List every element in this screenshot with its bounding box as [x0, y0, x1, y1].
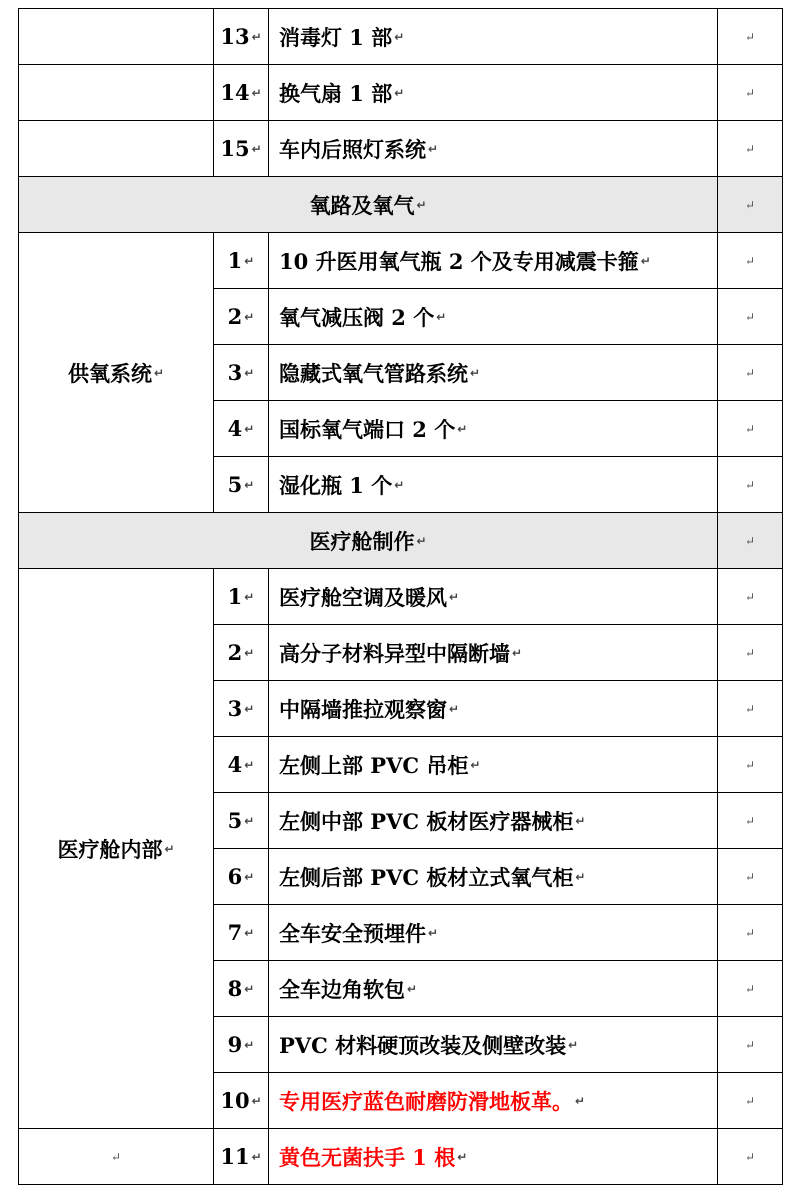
- pilcrow-mark: ↵: [470, 757, 481, 772]
- row-desc-cell: [269, 849, 718, 905]
- row-note: ↵: [744, 253, 756, 268]
- pilcrow-mark: ↵: [394, 29, 405, 44]
- row-note-cell: [718, 401, 783, 457]
- section-note-cell: [718, 513, 783, 569]
- pilcrow-mark: ↵: [416, 197, 427, 212]
- pilcrow-mark: ↵: [416, 533, 427, 548]
- row-number-cell: [214, 569, 269, 625]
- row-note-cell: [718, 65, 783, 121]
- row-number: 5 ↵: [227, 472, 255, 497]
- category-cell-cabin: [19, 569, 214, 1129]
- pilcrow-mark: ↵: [251, 85, 262, 100]
- pilcrow-mark: ↵: [244, 813, 255, 828]
- row-number: 8 ↵: [227, 976, 255, 1001]
- row-number-cell: [214, 1073, 269, 1129]
- row-description: 车内后照灯系统 ↵: [279, 136, 439, 162]
- table-row: [19, 9, 783, 65]
- row-note-cell: [718, 233, 783, 289]
- row-description: 黄色无菌扶手 1 根 ↵: [279, 1144, 468, 1170]
- row-desc-cell: [269, 737, 718, 793]
- row-description: 换气扇 1 部 ↵: [279, 80, 405, 106]
- pilcrow-mark: ↵: [251, 1093, 262, 1108]
- row-note: ↵: [744, 1037, 756, 1052]
- row-desc-cell: [269, 457, 718, 513]
- row-number: 2 ↵: [227, 304, 255, 329]
- row-number-cell: [214, 1017, 269, 1073]
- category-label: 供氧系统 ↵: [67, 360, 165, 386]
- row-note: ↵: [744, 141, 756, 156]
- table-row: [19, 121, 783, 177]
- row-desc-cell: [269, 233, 718, 289]
- row-desc-cell: [269, 961, 718, 1017]
- row-number-cell: [214, 121, 269, 177]
- row-number: 2 ↵: [227, 640, 255, 665]
- row-description: 全车边角软包 ↵: [279, 976, 418, 1002]
- row-number: 10 ↵: [220, 1088, 262, 1113]
- row-note-cell: [718, 9, 783, 65]
- row-number-cell: [214, 457, 269, 513]
- row-description: PVC 材料硬顶改装及侧壁改装 ↵: [279, 1032, 579, 1058]
- row-number-cell: [214, 1129, 269, 1185]
- row-description: 湿化瓶 1 个 ↵: [279, 472, 405, 498]
- row-number: 14 ↵: [220, 80, 262, 105]
- row-description: 左侧中部 PVC 板材医疗器械柜 ↵: [279, 808, 586, 834]
- pilcrow-mark: ↵: [244, 589, 255, 604]
- row-note-cell: [718, 345, 783, 401]
- row-number: 15 ↵: [220, 136, 262, 161]
- row-note-cell: [718, 457, 783, 513]
- pilcrow-mark: ↵: [394, 477, 405, 492]
- row-description: 国标氧气端口 2 个 ↵: [279, 416, 468, 442]
- section-title-cell: [19, 177, 718, 233]
- row-number: 6 ↵: [227, 864, 255, 889]
- row-desc-cell: [269, 9, 718, 65]
- row-note: ↵: [744, 925, 756, 940]
- row-number: 11 ↵: [220, 1144, 262, 1169]
- pilcrow-mark: ↵: [153, 365, 165, 380]
- pilcrow-mark: ↵: [251, 1149, 262, 1164]
- pilcrow-mark: ↵: [244, 869, 255, 884]
- row-description: 隐藏式氧气管路系统 ↵: [279, 360, 481, 386]
- row-desc-cell: [269, 289, 718, 345]
- row-desc-cell: [269, 65, 718, 121]
- pilcrow-mark: ↵: [568, 1037, 579, 1052]
- section-title: 医疗舱制作 ↵: [309, 528, 427, 554]
- row-desc-cell: [269, 625, 718, 681]
- row-number: 3 ↵: [227, 696, 255, 721]
- row-note-cell: [718, 737, 783, 793]
- section-note: ↵: [744, 533, 756, 548]
- row-note: ↵: [744, 421, 756, 436]
- row-number: 1 ↵: [227, 248, 255, 273]
- row-note-cell: [718, 1017, 783, 1073]
- row-number: 4 ↵: [227, 416, 255, 441]
- pilcrow-mark: ↵: [244, 701, 255, 716]
- row-number-cell: [214, 289, 269, 345]
- section-header-row: [19, 513, 783, 569]
- pilcrow-mark: ↵: [457, 1149, 468, 1164]
- row-number-cell: [214, 849, 269, 905]
- row-number: 13 ↵: [220, 24, 262, 49]
- row-desc-cell: [269, 401, 718, 457]
- row-note-cell: [718, 681, 783, 737]
- section-header-row: [19, 177, 783, 233]
- row-desc-cell: [269, 1073, 718, 1129]
- section-title: 氧路及氧气 ↵: [309, 192, 427, 218]
- pilcrow-mark: ↵: [449, 589, 460, 604]
- category-note-cell: [19, 1129, 214, 1185]
- row-number: 7 ↵: [227, 920, 255, 945]
- row-note-cell: [718, 961, 783, 1017]
- row-number: 3 ↵: [227, 360, 255, 385]
- row-note: ↵: [744, 85, 756, 100]
- row-note: ↵: [744, 1149, 756, 1164]
- row-note: ↵: [744, 813, 756, 828]
- row-note-cell: [718, 1073, 783, 1129]
- row-note-cell: [718, 849, 783, 905]
- pilcrow-mark: ↵: [449, 701, 460, 716]
- category-cell-oxygen: [19, 233, 214, 513]
- row-desc-cell: [269, 905, 718, 961]
- blank-cell: [19, 65, 214, 121]
- row-note: ↵: [744, 757, 756, 772]
- row-description: 专用医疗蓝色耐磨防滑地板革。 ↵: [279, 1088, 586, 1114]
- row-number-cell: [214, 233, 269, 289]
- row-description: 左侧上部 PVC 吊柜 ↵: [279, 752, 481, 778]
- pilcrow-mark: ↵: [575, 813, 586, 828]
- row-description: 左侧后部 PVC 板材立式氧气柜 ↵: [279, 864, 586, 890]
- row-desc-cell: [269, 793, 718, 849]
- pilcrow-mark: ↵: [244, 645, 255, 660]
- row-description: 医疗舱空调及暖风 ↵: [279, 584, 460, 610]
- section-note-cell: [718, 177, 783, 233]
- pilcrow-mark: ↵: [457, 421, 468, 436]
- row-description: 消毒灯 1 部 ↵: [279, 24, 405, 50]
- row-note-cell: [718, 121, 783, 177]
- row-desc-cell: [269, 121, 718, 177]
- pilcrow-mark: ↵: [244, 421, 255, 436]
- row-desc-cell: [269, 345, 718, 401]
- row-description: 高分子材料异型中隔断墙 ↵: [279, 640, 523, 666]
- row-note: ↵: [744, 309, 756, 324]
- row-description: 全车安全预埋件 ↵: [279, 920, 439, 946]
- table-row: [19, 65, 783, 121]
- pilcrow-mark: ↵: [394, 85, 405, 100]
- pilcrow-mark: ↵: [244, 477, 255, 492]
- pilcrow-mark: ↵: [244, 253, 255, 268]
- pilcrow-mark: ↵: [251, 29, 262, 44]
- row-number-cell: [214, 793, 269, 849]
- row-note: ↵: [744, 477, 756, 492]
- pilcrow-mark: ↵: [164, 841, 175, 856]
- row-number-cell: [214, 961, 269, 1017]
- row-note-cell: [718, 569, 783, 625]
- pilcrow-mark: ↵: [575, 1093, 586, 1108]
- row-note-cell: [718, 289, 783, 345]
- pilcrow-mark: ↵: [512, 645, 523, 660]
- row-desc-cell: [269, 1129, 718, 1185]
- pilcrow-mark: ↵: [251, 141, 262, 156]
- pilcrow-mark: ↵: [244, 365, 255, 380]
- table-row: [19, 1129, 783, 1185]
- row-note: ↵: [744, 869, 756, 884]
- row-desc-cell: [269, 569, 718, 625]
- pilcrow-mark: ↵: [244, 757, 255, 772]
- table-row: [19, 233, 783, 289]
- row-description: 氧气减压阀 2 个 ↵: [279, 304, 447, 330]
- row-note: ↵: [744, 701, 756, 716]
- equipment-table: [18, 8, 783, 1185]
- pilcrow-mark: ↵: [244, 309, 255, 324]
- row-number: 1 ↵: [227, 584, 255, 609]
- pilcrow-mark: ↵: [640, 253, 651, 268]
- category-note: ↵: [110, 1149, 122, 1164]
- row-number-cell: [214, 9, 269, 65]
- blank-cell: [19, 9, 214, 65]
- row-note: ↵: [744, 589, 756, 604]
- row-number-cell: [214, 905, 269, 961]
- row-number: 9 ↵: [227, 1032, 255, 1057]
- row-note-cell: [718, 793, 783, 849]
- row-number-cell: [214, 345, 269, 401]
- pilcrow-mark: ↵: [407, 981, 418, 996]
- section-note: ↵: [744, 197, 756, 212]
- pilcrow-mark: ↵: [436, 309, 447, 324]
- row-note-cell: [718, 1129, 783, 1185]
- category-label: 医疗舱内部 ↵: [57, 836, 175, 862]
- row-note: ↵: [744, 29, 756, 44]
- row-number-cell: [214, 401, 269, 457]
- section-title-cell: [19, 513, 718, 569]
- pilcrow-mark: ↵: [575, 869, 586, 884]
- row-note: ↵: [744, 365, 756, 380]
- row-number-cell: [214, 737, 269, 793]
- row-note: ↵: [744, 1093, 756, 1108]
- pilcrow-mark: ↵: [428, 925, 439, 940]
- row-note-cell: [718, 625, 783, 681]
- row-description: 10 升医用氧气瓶 2 个及专用减震卡箍 ↵: [279, 248, 651, 274]
- row-desc-cell: [269, 681, 718, 737]
- row-number-cell: [214, 65, 269, 121]
- blank-cell: [19, 121, 214, 177]
- row-number-cell: [214, 681, 269, 737]
- pilcrow-mark: ↵: [428, 141, 439, 156]
- pilcrow-mark: ↵: [470, 365, 481, 380]
- row-number-cell: [214, 625, 269, 681]
- row-note: ↵: [744, 645, 756, 660]
- pilcrow-mark: ↵: [244, 1037, 255, 1052]
- table-row: [19, 569, 783, 625]
- row-description: 中隔墙推拉观察窗 ↵: [279, 696, 460, 722]
- row-desc-cell: [269, 1017, 718, 1073]
- pilcrow-mark: ↵: [244, 925, 255, 940]
- row-note-cell: [718, 905, 783, 961]
- row-number: 5 ↵: [227, 808, 255, 833]
- row-number: 4 ↵: [227, 752, 255, 777]
- row-note: ↵: [744, 981, 756, 996]
- pilcrow-mark: ↵: [244, 981, 255, 996]
